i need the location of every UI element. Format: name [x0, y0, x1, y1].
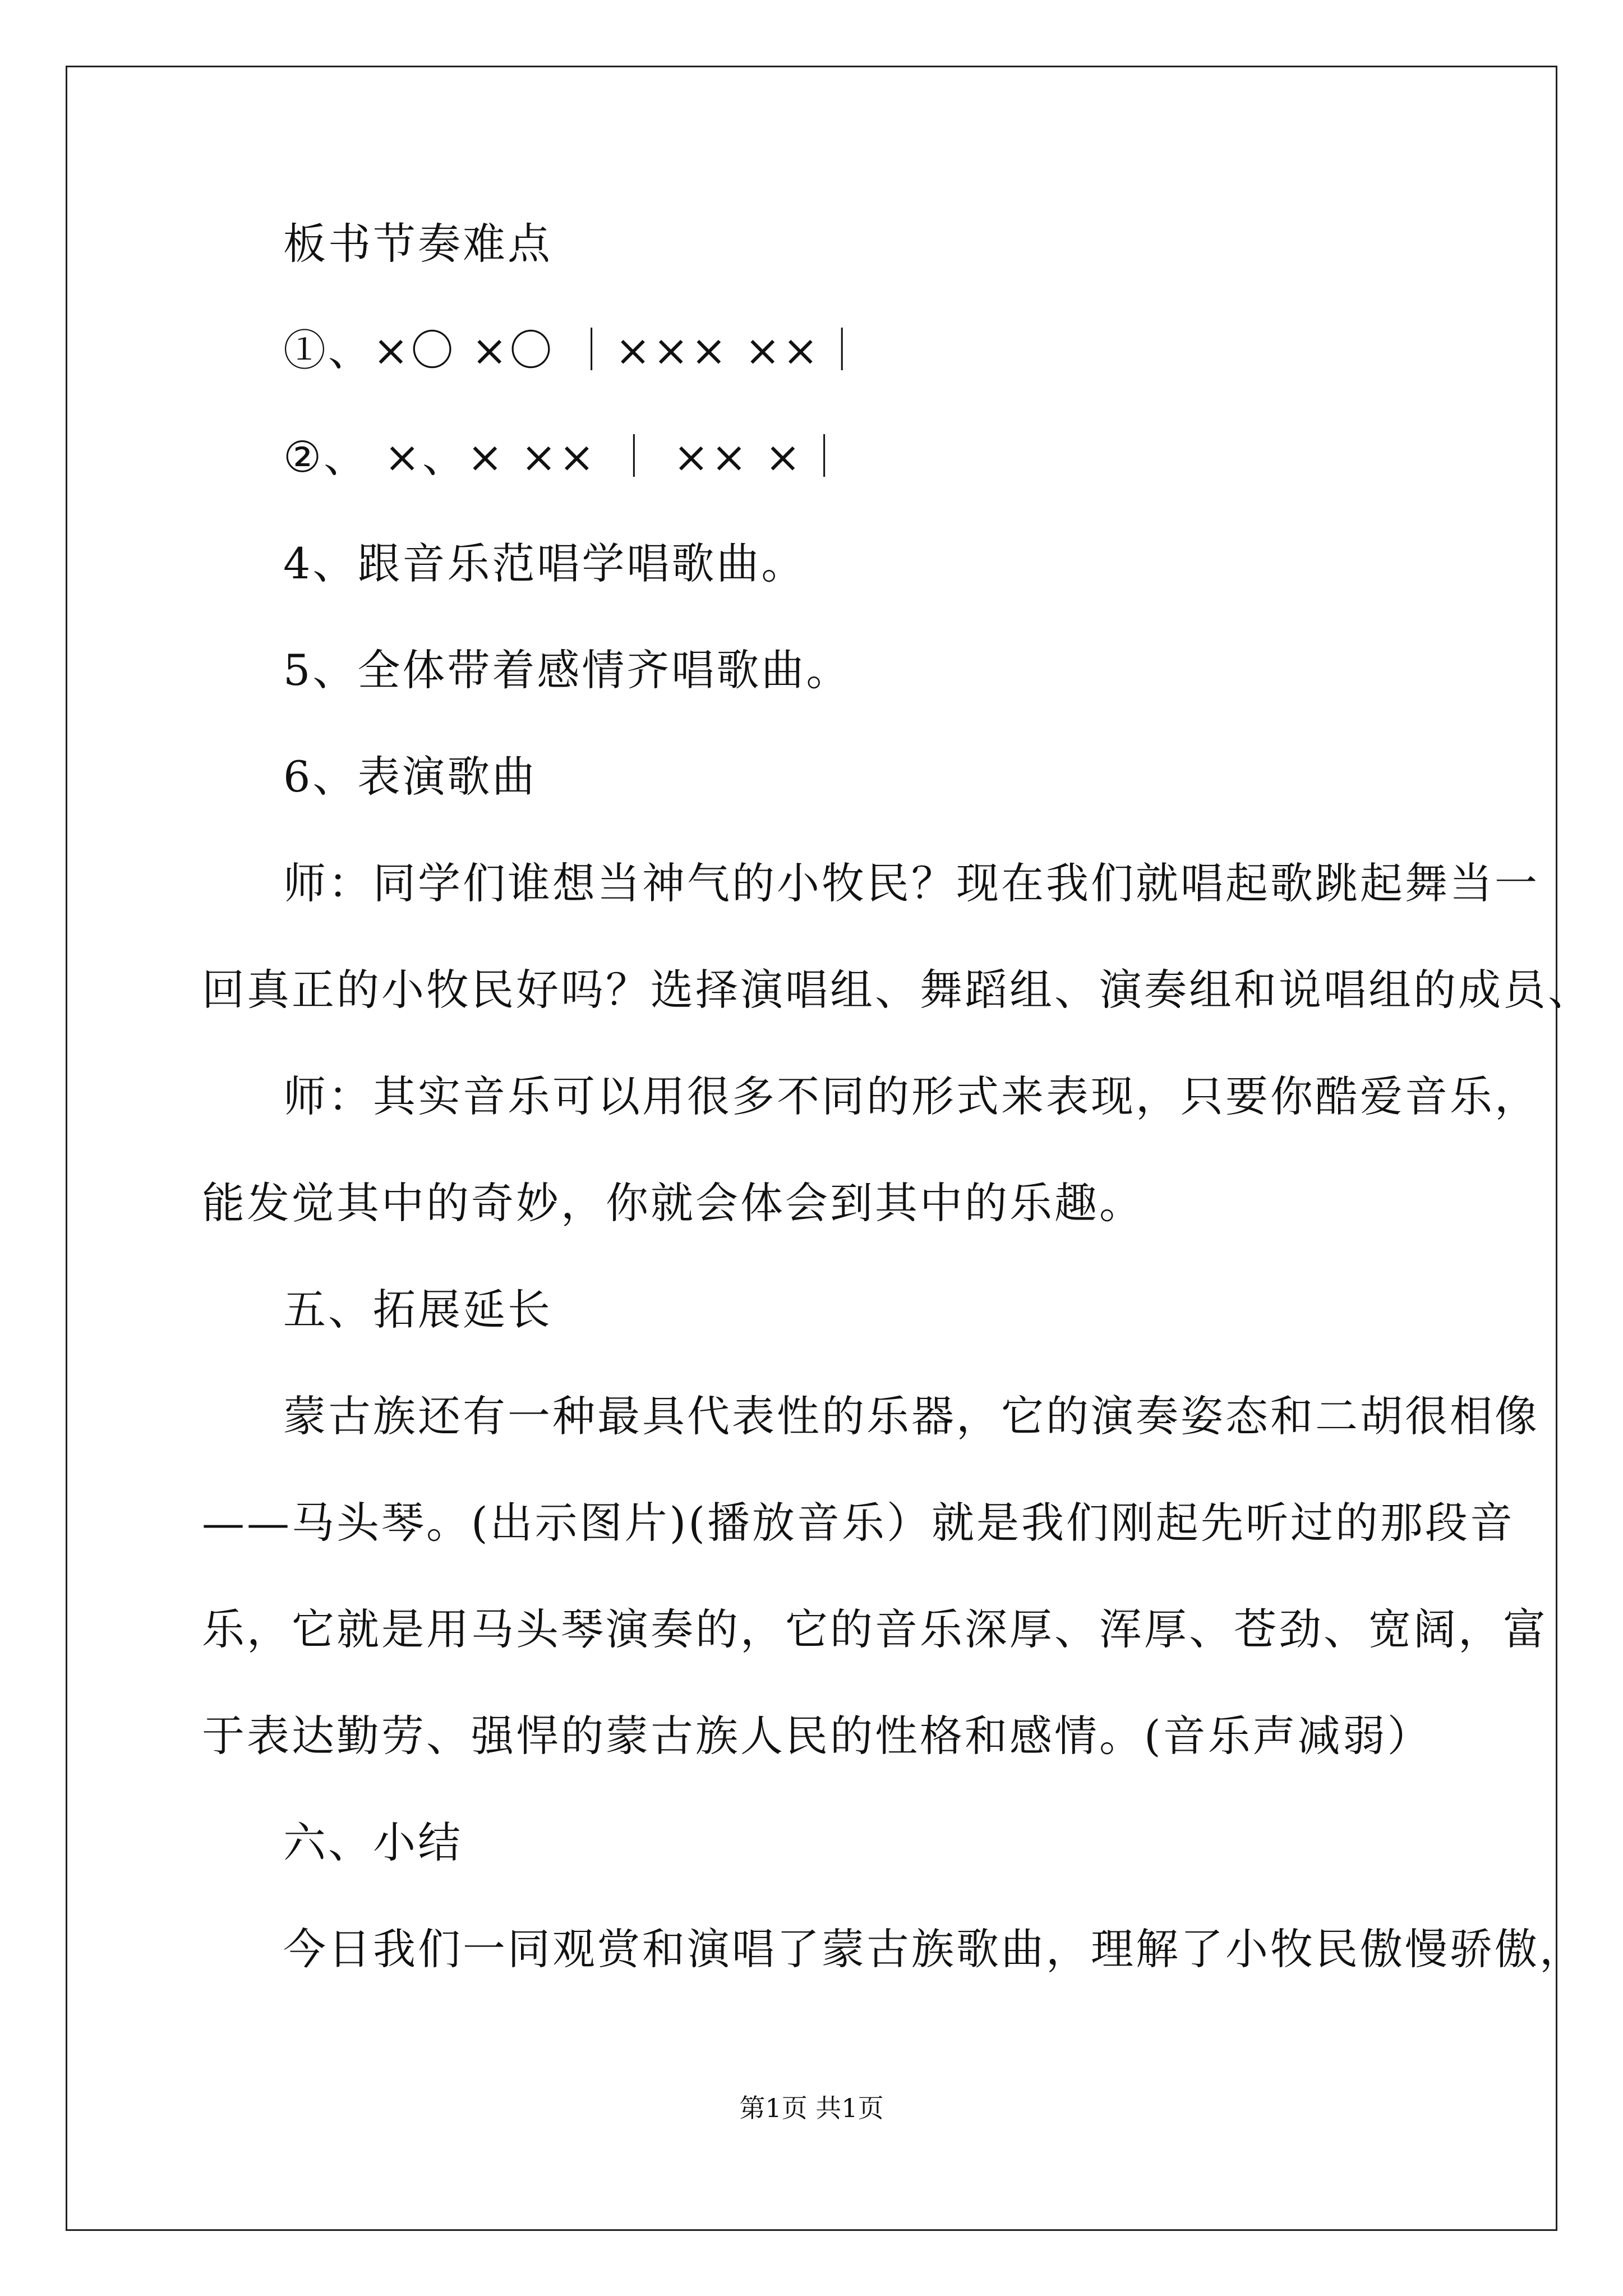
text-line: 师：同学们谁想当神气的小牧民？现在我们就唱起歌跳起舞当一: [283, 858, 1539, 908]
text-line: 师：其实音乐可以用很多不同的形式来表现，只要你酷爱音乐，: [283, 1071, 1539, 1121]
text-line: 今日我们一同观赏和演唱了蒙古族歌曲，理解了小牧民傲慢骄傲，: [283, 1924, 1584, 1974]
page-number-footer: 第1页 共1页: [739, 2093, 884, 2123]
page-border: [66, 66, 1557, 2231]
text-line: ②、 ×、× ×× ｜ ×× ×｜: [283, 432, 848, 482]
text-line: 能发觉其中的奇妙，你就会体会到其中的乐趣。: [202, 1178, 1144, 1228]
text-line: 回真正的小牧民好吗？选择演唱组、舞蹈组、演奏组和说唱组的成员、: [202, 965, 1593, 1015]
text-line: 4、跟音乐范唱学唱歌曲。: [283, 539, 806, 588]
text-line: 6、表演歌曲: [283, 752, 537, 802]
text-line: 六、小结: [283, 1818, 463, 1867]
text-line: 蒙古族还有一种最具代表性的乐器，它的演奏姿态和二胡很相像: [283, 1391, 1539, 1441]
text-line: 五、拓展延长: [283, 1285, 552, 1335]
text-line: 5、全体带着感情齐唱歌曲。: [283, 645, 851, 695]
text-line: ①、×〇 ×〇 ｜××× ××｜: [283, 325, 866, 375]
text-line: 板书节奏难点: [283, 219, 552, 269]
text-line: 乐，它就是用马头琴演奏的，它的音乐深厚、浑厚、苍劲、宽阔，富: [202, 1604, 1548, 1654]
text-line: 于表达勤劳、强悍的蒙古族人民的性格和感情。(音乐声减弱）: [202, 1711, 1432, 1761]
text-line: ——马头琴。(出示图片)(播放音乐）就是我们刚起先听过的那段音: [202, 1498, 1515, 1548]
